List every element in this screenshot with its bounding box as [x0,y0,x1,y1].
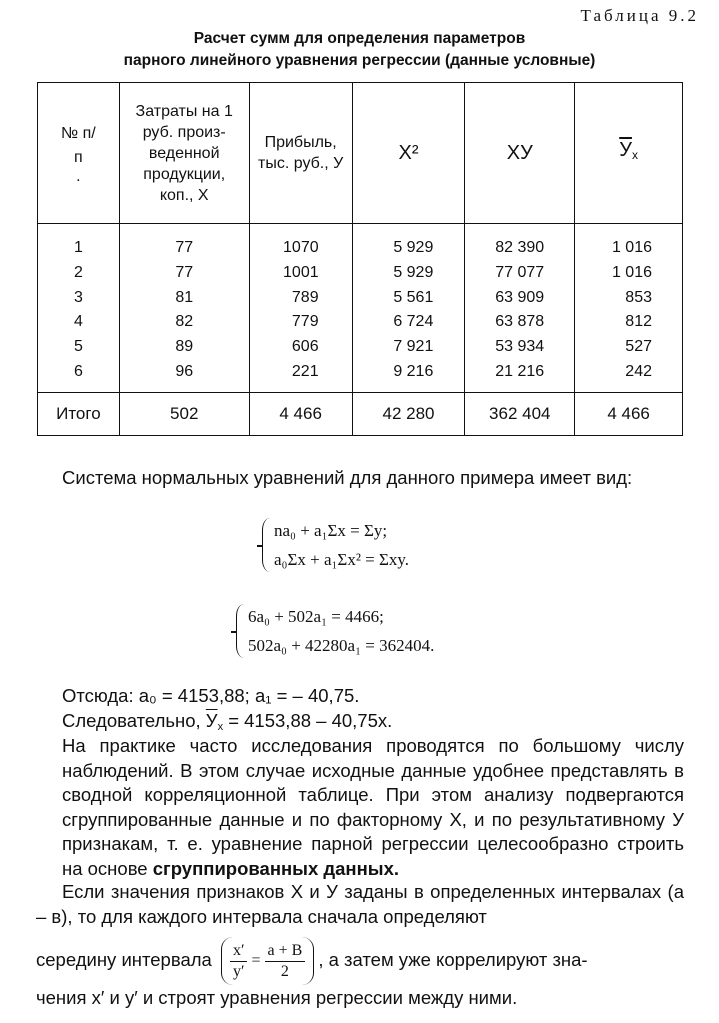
total-xy: 362 404 [465,393,575,436]
cell-yx-row1: 1 016 [611,239,652,256]
equation-1: na₀ + a₁Σx = Σy; [274,521,388,540]
total-yx: 4 466 [575,393,683,436]
cell-xy-row6: 21 216 [495,362,545,380]
col-x2 [352,224,465,393]
cell-x-row5: 89 [175,338,194,356]
header-x2: X² [352,83,465,224]
header-y: Прибыль, тыс. руб., У [249,83,352,224]
cell-x2-row3: 5 561 [393,288,434,306]
col-y [249,224,352,393]
cell-n-row2: 2 [73,263,83,281]
table-caption-line1: Расчет сумм для определения параметров [193,30,526,47]
midpoint-formula: $\frac{x'}{y'}$ = $\frac{a + B}{2}$ [221,937,314,985]
cell-n-row5: 5 [73,338,83,356]
cell-x-row3: 81 [175,288,194,306]
equation-4: 502a₀ + 42280a₁ = 362404. [248,636,435,655]
total-label: Итого [38,393,120,436]
cell-n-row6: 6 [73,362,83,380]
cell-x-row4: 82 [175,313,194,331]
cell-y-row3: 789 [291,288,319,306]
cell-yx-row4: 812 [625,313,652,331]
cell-xy-row1: 82 390 [495,239,545,256]
equation-3: 6a₀ + 502a₁ = 4466; [248,607,384,626]
header-n: № п/п . [38,83,120,224]
normal-equations-numeric [236,602,434,660]
total-y: 4 466 [249,393,352,436]
col-yx [575,224,683,393]
cell-xy-row4: 63 878 [495,313,545,331]
header-yx: $У_х$ [575,83,683,224]
paragraph-intervals: Если значения признаков Х и У заданы в определенных интервалах (а – в), то для каждого интервала сначала определяют [36,881,684,927]
table-caption-line2: парного линейного уравнения регрессии (данные условные) [123,52,596,69]
table-total-row [38,393,683,436]
cell-yx-row6: 242 [625,362,652,380]
cell-yx-row3: 853 [625,288,652,306]
cell-y-row1: 1070 [283,239,319,256]
header-x: Затраты на 1 руб. произ-веденной продукции, коп., Х [119,83,249,224]
cell-y-row2: 1001 [283,263,319,281]
col-xy [465,224,575,393]
col-x [119,224,249,393]
cell-x2-row4: 6 724 [393,313,434,331]
cell-yx-row2: 1 016 [611,263,652,281]
cell-x-row6: 96 [175,362,194,380]
cell-x2-row1: 5 929 [393,239,434,256]
total-x: 502 [119,393,249,436]
cell-x2-row6: 9 216 [393,362,434,380]
regression-table [37,82,683,436]
paragraph-midpoint: середину интервала $\frac{x'}{y'}$ = $\frac{a + B}{2}$ , а затем уже коррелируют зна- [36,936,684,985]
col-n [38,224,120,393]
cell-xy-row3: 63 909 [495,288,545,306]
cell-xy-row5: 53 934 [495,338,545,356]
cell-y-row5: 606 [291,338,319,356]
table-header-row [38,83,683,224]
total-x2: 42 280 [352,393,465,436]
cell-yx-row5: 527 [625,338,652,356]
header-xy: ХУ [465,83,575,224]
cell-x2-row5: 7 921 [393,338,434,356]
cell-n-row3: 3 [73,288,83,306]
cell-x-row2: 77 [175,263,194,281]
normal-equations-general [262,516,409,574]
cell-y-row6: 221 [291,362,319,380]
table-number: Таблица 9.2 [580,6,699,25]
cell-xy-row2: 77 077 [495,263,545,281]
cell-y-row4: 779 [291,313,319,331]
result-coefficients: Отсюда: a₀ = 4153,88; a₁ = – 40,75. [62,685,360,706]
cell-n-row1: 1 [73,239,83,256]
equation-2: a₀Σx + a₁Σx² = Σxy. [274,550,410,569]
cell-x2-row2: 5 929 [393,263,434,281]
cell-x-row1: 77 [175,239,194,256]
table-body-row [38,224,683,393]
cell-n-row4: 4 [73,313,83,331]
paragraph-grouped-data: На практике часто исследования проводятся по большому числу наблюдений. В этом случае исходные данные удобнее представлять в сводной корреляционной таблице. При этом анализу подвергаются сгруппированные данные и по факторному Х, и по результативному У признакам, т. е. уравнение парной регрессии целесообразно строить на основе сгруппированных данных. [62,735,684,879]
intro-paragraph: Система нормальных уравнений для данного примера имеет вид: [62,467,633,488]
result-equation: Следовательно, $У_x = 4153,88 - 40,75х$. [62,710,393,733]
paragraph-final: чения х′ и у′ и строят уравнения регрессии между ними. [36,987,518,1008]
